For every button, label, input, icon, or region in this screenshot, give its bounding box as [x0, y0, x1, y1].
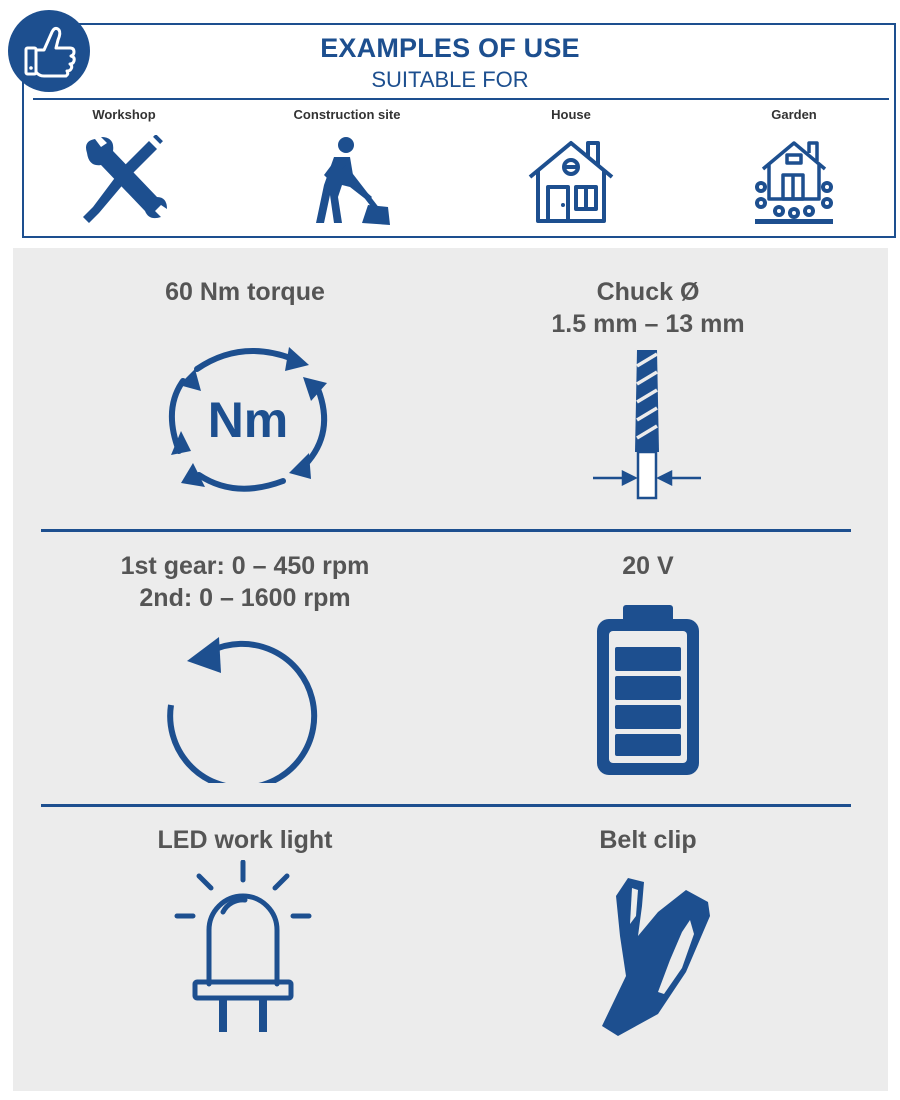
led-label: LED work light [157, 826, 333, 854]
use-workshop [24, 107, 224, 227]
belt-clip-label: Belt clip [599, 826, 697, 854]
title-divider [33, 98, 889, 100]
led-icon [173, 860, 313, 1035]
use-label: Garden [771, 107, 817, 122]
worker-shovel-icon [302, 135, 392, 227]
spec-divider [41, 804, 851, 807]
page-title: EXAMPLES OF USE [320, 33, 580, 63]
use-garden [694, 107, 894, 227]
use-label: Workshop [92, 107, 156, 122]
use-house [471, 107, 671, 227]
torque-icon-text: Nm [207, 392, 289, 448]
speed-label-line1: 1st gear: 0 – 450 rpm [120, 552, 370, 580]
specs-panel [13, 248, 888, 1091]
use-construction-site [247, 107, 447, 227]
torque-label: 60 Nm torque [165, 278, 325, 306]
belt-clip-icon [598, 876, 723, 1041]
spec-divider [41, 529, 851, 532]
rotation-arrow-icon [163, 623, 323, 783]
chuck-label-line2: 1.5 mm – 13 mm [551, 310, 745, 338]
battery-icon [593, 603, 703, 778]
chuck-label-line1: Chuck Ø [596, 278, 700, 306]
drill-bit-icon [591, 348, 703, 503]
voltage-label: 20 V [622, 552, 674, 580]
page-subtitle: SUITABLE FOR [371, 67, 529, 92]
use-label: House [551, 107, 591, 122]
wrench-screwdriver-icon [79, 135, 169, 227]
use-label: Construction site [293, 107, 401, 122]
house-icon [526, 135, 616, 227]
torque-arrows-icon [153, 333, 343, 503]
garden-house-icon [749, 135, 839, 227]
speed-label-line2: 2nd: 0 – 1600 rpm [139, 584, 351, 612]
